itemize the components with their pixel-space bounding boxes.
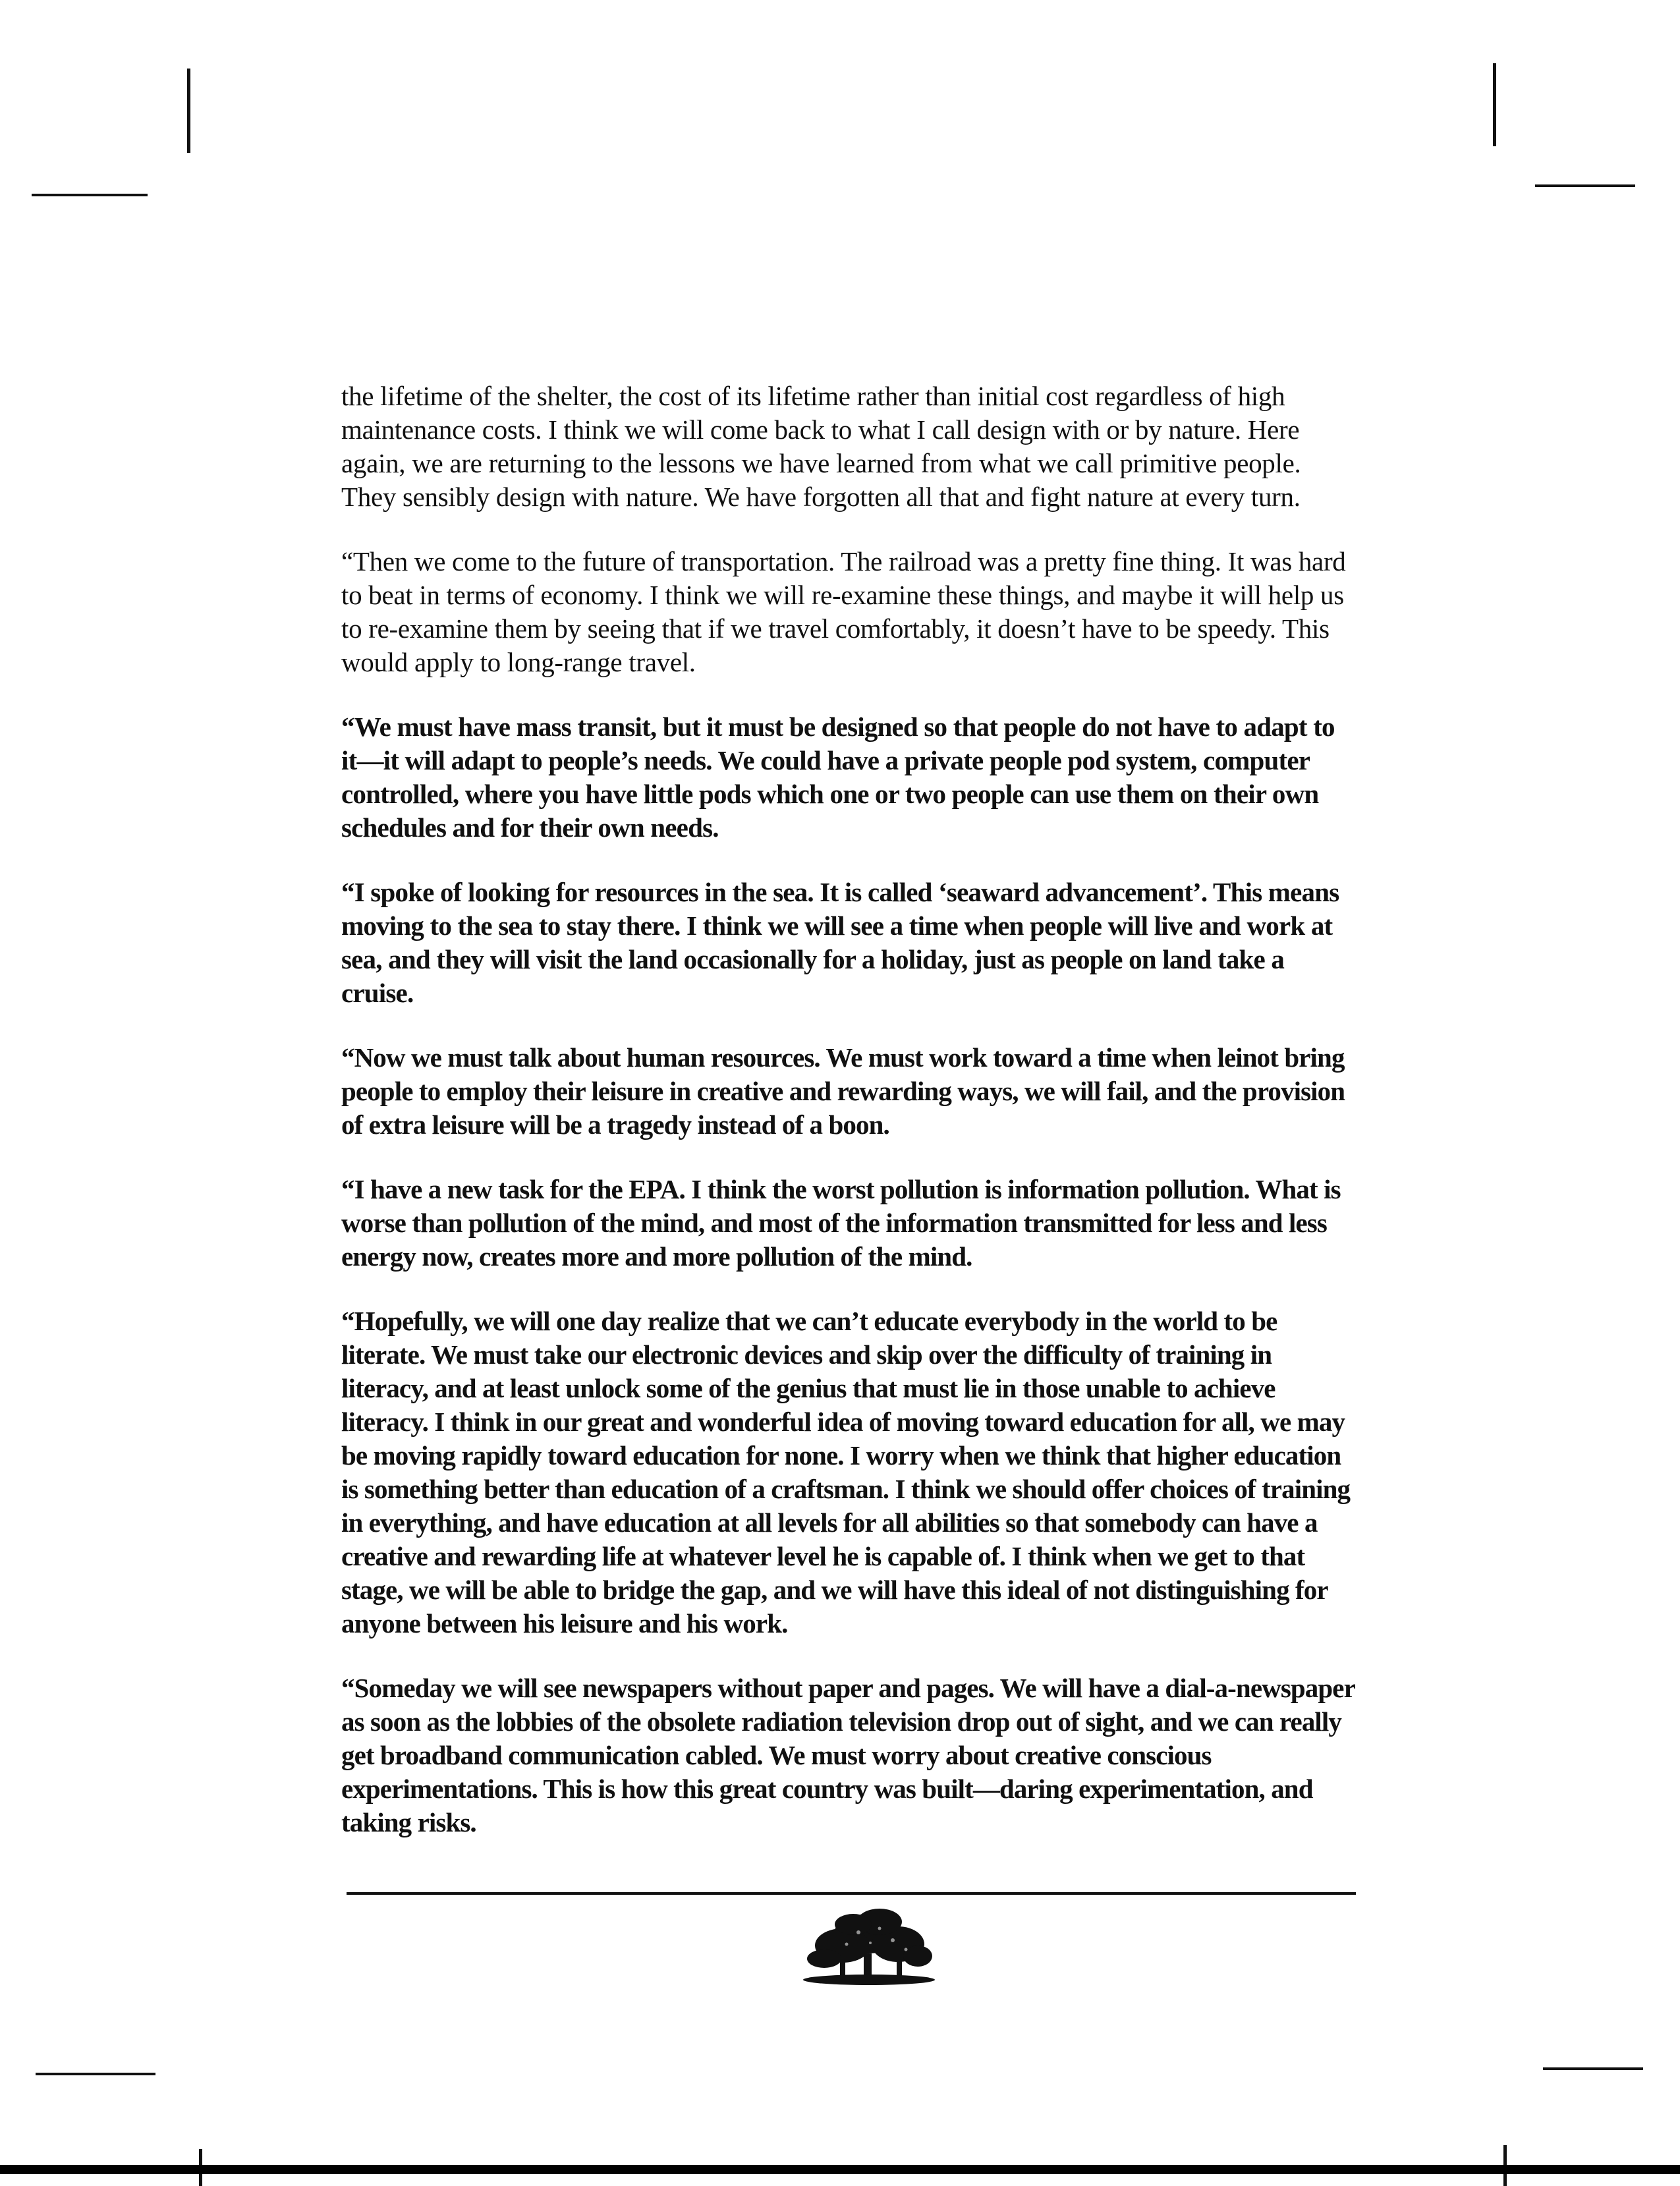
paragraph-3: “We must have mass transit, but it must be designed so that people do not have to adapt to it—it will adapt to people’s needs. We could have a private people pod system, computer controlled, where you have little pods which one or two people can use them on their own schedules and for their own needs. <box>341 712 1335 843</box>
tree-logo-icon <box>800 1906 936 1992</box>
crop-mark-top-left-vertical <box>187 69 190 153</box>
crop-mark-bottom-left-horizontal <box>36 2073 155 2075</box>
paragraph-7: “Hopefully, we will one day realize that we can’t educate everybody in the world to be literate. We must take our electronic devices and skip over the difficulty of training in literacy, and at least unlock some of the genius that must lie in those unable to achieve literacy. I think in our great and wonderful idea of moving toward education for all, we may be moving rapidly toward education for none. I worry when we think that higher education is something better than education of a craftsman. I think we should offer choices of training in everything, and have education at all levels for all abilities so that somebody can have a creative and rewarding life at whatever level he is capable of. I think when we get to that stage, we will be able to bridge the gap, and we will have this ideal of not distinguishing for anyone between his leisure and his work. <box>341 1306 1351 1639</box>
crop-mark-bottom-right-horizontal <box>1543 2067 1643 2070</box>
paragraph-8: “Someday we will see newspapers without paper and pages. We will have a dial-a-newspaper as soon as the lobbies of the obsolete radiation television drop out of sight, and we can really get broadband communication cabled. We must worry about creative conscious experimentations. This is how this great country was built—daring experimentation, and taking risks. <box>341 1673 1355 1837</box>
paragraph-2: “Then we come to the future of transportation. The railroad was a pretty fine thing. It was hard to beat in terms of economy. I think we will re-examine these things, and maybe it will help us to re-examine them by seeing that if we travel comfortably, it doesn’t have to be speedy. This would apply to long-range travel. <box>341 546 1346 677</box>
crop-mark-top-right-vertical <box>1493 63 1496 146</box>
crop-mark-top-right-horizontal <box>1535 184 1635 187</box>
paragraph-5: “Now we must talk about human resources. We must work toward a time when leinot bring people to employ their leisure in creative and rewarding ways, we will fail, and the provision of extra leisure will be a tragedy instead of a boon. <box>341 1042 1345 1140</box>
paragraph-1: the lifetime of the shelter, the cost of its lifetime rather than initial cost regardless of high maintenance costs. I think we will come back to what I call design with or by nature. Here again, we are returning to the lessons we have learned from what we call primitive people. They sensibly design with nature. We have forgotten all that and fight nature at every turn. <box>341 381 1301 512</box>
document-body <box>341 379 1356 1870</box>
footer-divider <box>347 1892 1356 1895</box>
scan-bottom-edge <box>0 2165 1680 2174</box>
paragraph-4: “I spoke of looking for resources in the sea. It is called ‘seaward advancement’. This means moving to the sea to stay there. I think we will see a time when people will live and work at sea, and they will visit the land occasionally for a holiday, just as people on land take a cruise. <box>341 877 1339 1008</box>
crop-mark-top-left-horizontal <box>32 194 148 196</box>
paragraph-6: “I have a new task for the EPA. I think the worst pollution is information pollution. What is worse than pollution of the mind, and most of the information transmitted for less and less energy now, creates more and more pollution of the mind. <box>341 1174 1341 1272</box>
